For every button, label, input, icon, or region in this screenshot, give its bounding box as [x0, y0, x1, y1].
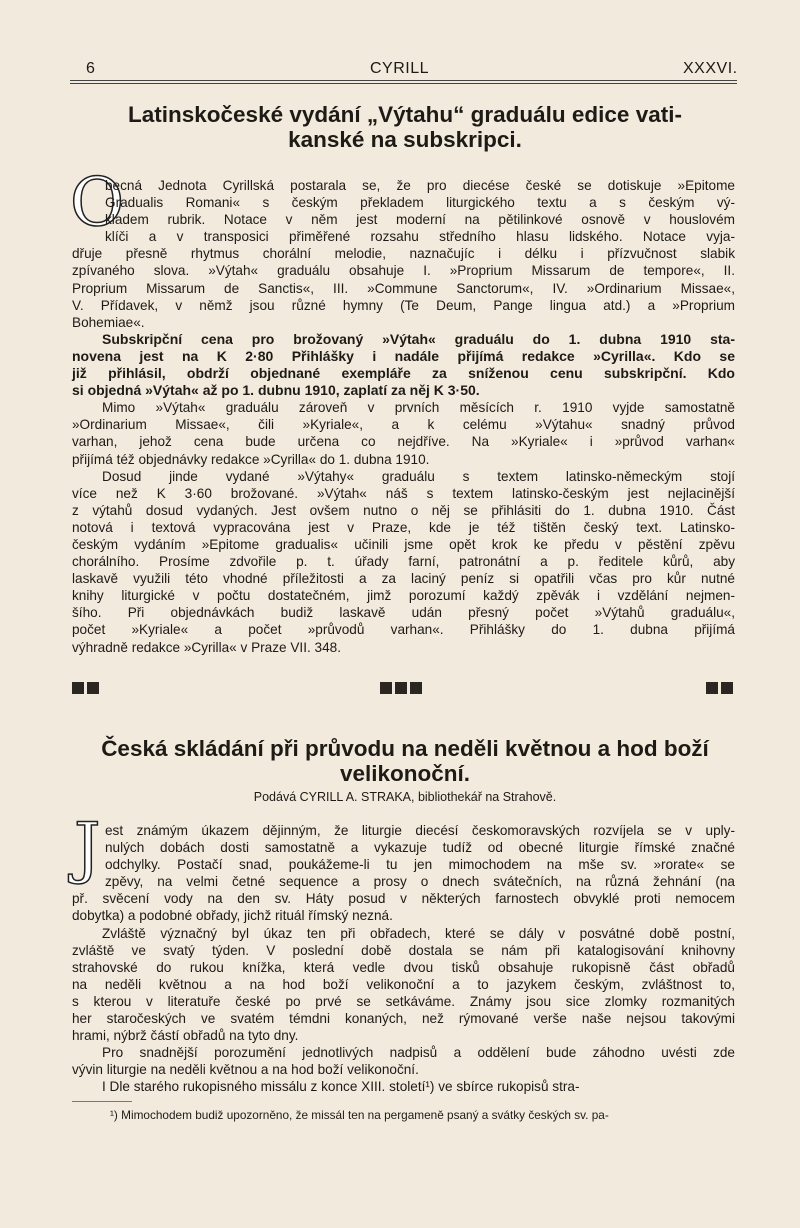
text-line: Gradualis Romani« s českým překladem liturgického textu a s českým vý- — [105, 195, 735, 211]
text-line: zvláště ve svatý týden. V poslední době dostala se nám při katalogisování knihovny — [72, 942, 735, 958]
text-line: šího. Při objednávkách budiž laskavě udán přesný počet »Výtahů graduálu«, — [72, 605, 735, 621]
text-line: vývin liturgie na neděli květnou a na hod boží velikonoční. — [72, 1062, 419, 1078]
text-line: Proprium Missarum de Sanctis«, III. »Commune Sanctorum«, IV. »Ordinarium Missae«, — [72, 280, 735, 296]
text-line: Bohemiae«. — [72, 314, 145, 330]
text-line: notová i textová vypracována jest v Praze, kde je též tištěn český text. Latinsko- — [72, 519, 735, 535]
footnote-rule — [72, 1101, 132, 1102]
text-line: strahovské do rukou knížka, která vedle dvou tisků obsahuje rukopisně část obřadů — [72, 959, 735, 975]
text-line: varhan, jehož cena bude určena co nejdříve. Na »Kyriale« i »průvod varhan« — [72, 434, 735, 450]
text-line: nulých dobách dosti samostatně a vykazuje tudíž od obecné liturgie římské značné — [105, 840, 735, 856]
text-line: z výtahů dosud vydaných. Jest ovšem nutno o něj se přihlásiti do 1. dubna 1910. Část — [72, 502, 735, 518]
text-line: V. Přídavek, v němž jsou různé hymny (Te Deum, Pange lingua atd.) a »Proprium — [72, 297, 735, 313]
ornament-right — [706, 682, 733, 694]
header-rule — [70, 80, 737, 81]
text-line: zpěvy, na velmi četné sequence a prosy o dnech svátečních, na různá žehnání (na — [105, 874, 735, 890]
text-line: s kterou v literatuře české po prvé se setkáváme. Známy jsou sice zlomky rozmanitých — [72, 993, 735, 1009]
text-line: zpívaného slova. »Výtah« graduálu obsahuje I. »Proprium Missarum de tempore«, II. — [72, 263, 735, 279]
header-rule-2 — [70, 83, 737, 84]
text-line: přijímá též objednávky redakce »Cyrilla« do 1. dubna 1910. — [72, 451, 430, 467]
text-line: est známým úkazem dějinným, že liturgie diecésí českomoravských rozvíjela se v uply- — [105, 823, 735, 838]
text-line: Dosud jinde vydané »Výtahy« graduálu s textem latinsko-německým stojí — [102, 468, 735, 484]
article2-title-line: Česká skládání při průvodu na neděli květnou a hod boží — [101, 736, 709, 761]
running-head: CYRILL — [370, 60, 430, 77]
text-line: více než K 3·60 brožované. »Výtah« náš s textem latinsko-českým jest nejlacinější — [72, 485, 735, 501]
article1-title — [60, 102, 750, 152]
article1-body — [72, 177, 735, 656]
text-line: odchylky. Postačí snad, poukážeme-li tu jen mimochodem na mše sv. »rorate« se — [105, 857, 735, 873]
page-number: 6 — [86, 60, 96, 77]
text-line: na neděli květnou a na hod boží velikonoční a to jazykem českým, zvláštnost to, — [72, 976, 735, 992]
drop-cap-j: J — [74, 809, 101, 886]
text-line: Pro snadnější porozumění jednotlivých nadpisů a oddělení bude záhodno uvésti zde — [102, 1045, 735, 1061]
article1-title-line: kanské na subskripci. — [288, 127, 522, 152]
text-line: »Ordinarium Missae«, čili »Kyriale«, a k celému »Výtahu« snadný průvod — [72, 417, 735, 433]
volume-number: XXXVI. — [683, 60, 738, 77]
byline: Podává CYRILL A. STRAKA, bibliothekář na Strahově. — [253, 790, 557, 804]
text-line: hrami, nýbrž částí obřadů na tyto dny. — [72, 1028, 299, 1044]
article2-body — [72, 822, 735, 1096]
footnote: ¹) Mimochodem budiž upozorněno, že missál ten na pergameně psaný a svátky českých sv. pa- — [110, 1108, 609, 1122]
text-line: laskavě využili této vhodné příležitosti a za laciný peníz si opatřili včas pro kůr nutné — [72, 571, 735, 587]
text-line: becná Jednota Cyrillská postarala se, že pro diecése české se dotiskuje »Epitome — [105, 178, 735, 193]
text-line: již přihlásil, obdrží objednané exempláře za sníženou cenu subskripční. Kdo — [72, 365, 735, 382]
text-line: klíči a v transposici přiměřené rozsahu středního hlasu lidského. Notace vyja- — [105, 229, 735, 245]
ornament-left — [72, 682, 99, 694]
text-line: dobytka) a podobné obřady, jichž rituál římský nezná. — [72, 908, 393, 924]
text-line: kladem rubrik. Notace v něm jest moderní na pětilinkové osnově v houslovém — [105, 212, 735, 228]
text-line: dřuje přesně rhytmus chorální melodie, naznačujíc i délku i přízvučnost slabik — [72, 246, 735, 262]
text-line: výhradně redakce »Cyrilla« v Praze VII. 348. — [72, 639, 341, 655]
text-line: her staročeských ve svatém témdni konaných, než rýmované verše naše nejsou takovými — [72, 1011, 735, 1027]
ornament-center — [380, 682, 422, 694]
text-line: chorálního. Prosíme zdvořile p. t. úřady farní, patronátní a p. ředitele kůrů, aby — [72, 554, 735, 570]
article2-title — [60, 736, 750, 786]
text-line: Zvláště význačný byl úkaz ten při obřadech, které se dály v posvátné době postní, — [102, 925, 735, 941]
text-line: př. svěcení vody na den sv. Háty posud v některých farnostech obvyklé proti nemocem — [72, 891, 735, 907]
text-line: českým vydáním »Epitome gradualis« učinili jsme opět krok ke předu v pěstění zpěvu — [72, 536, 735, 552]
text-line: novena jest na K 2·80 Přihlášky i nadále přijímá redakce »Cyrilla«. Kdo se — [72, 347, 735, 364]
text-line: knihy liturgické v počtu dostatečném, jimž porozumí každý zpěvák i vzdělání nejmen- — [72, 588, 735, 604]
text-line: Subskripční cena pro brožovaný »Výtah« graduálu do 1. dubna 1910 sta- — [102, 330, 735, 347]
text-line: Mimo »Výtah« graduálu zároveň v prvních měsících r. 1910 vyjde samostatně — [102, 400, 735, 416]
article1-title-line: Latinskočeské vydání „Výtahu“ graduálu edice vati- — [128, 102, 682, 127]
text-line: si objedná »Výtah« až po 1. dubnu 1910, zaplatí za něj K 3·50. — [72, 382, 480, 399]
text-line: počet »Kyriale« a počet »průvodů varhan«. Přihlášky do 1. dubna přijímá — [72, 622, 735, 638]
text-line: I Dle starého rukopisného missálu z konce XIII. století¹) ve sbírce rukopisů stra- — [102, 1079, 580, 1095]
drop-cap-o: O — [70, 164, 125, 241]
article2-title-line: velikonoční. — [339, 761, 471, 786]
